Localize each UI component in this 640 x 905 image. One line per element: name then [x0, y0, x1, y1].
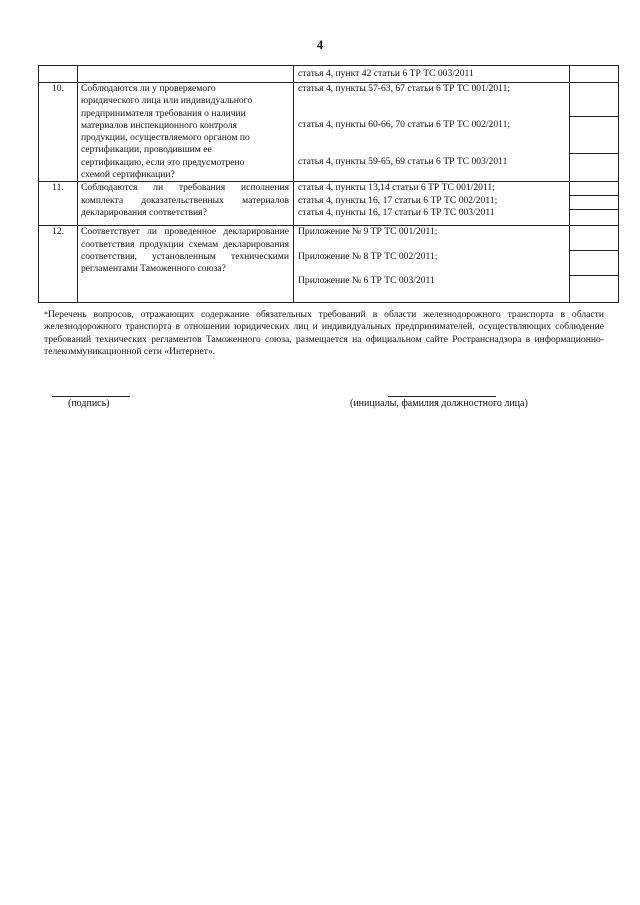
answer-cell[interactable] [570, 182, 618, 196]
answer-column [570, 226, 619, 303]
requirements-table [38, 65, 619, 303]
footnote-marker: * [44, 310, 48, 319]
answer-cell[interactable] [570, 210, 618, 225]
signature-line [52, 396, 130, 397]
row-number: 10. [39, 83, 78, 182]
table-row-10 [39, 83, 619, 182]
row-number: 11. [39, 182, 78, 226]
answer-cell[interactable] [570, 196, 618, 210]
table-row-11 [39, 182, 619, 226]
question-text: Соблюдаются ли у проверяемого юридического лица или индивидуального предпринимателя требования о наличии материалов инспекционного контроля продукции, осуществляемого органом по сертификации, проводившим ее сертификацию, если это предусмотрено схемой сертификации? [78, 83, 294, 182]
footnote [44, 309, 604, 359]
page-number: 4 [316, 37, 324, 52]
table-row-12 [39, 226, 619, 303]
table-row-continuation [39, 66, 619, 83]
name-line [388, 396, 496, 397]
question-text: Соблюдаются ли требования исполнения комплекта доказательственных материалов декларирования соответствия? [78, 182, 294, 226]
reference-cell: Приложение № 9 ТР ТС 001/2011; Приложение № 8 ТР ТС 002/2011; Приложение № 6 ТР ТС 003/2011 [294, 226, 570, 303]
reference-cell: статья 4, пункты 13,14 статьи 6 ТР ТС 001/2011; статья 4, пункты 16, 17 статьи 6 ТР ТС 002/2011; статья 4, пункты 16, 17 статьи 6 ТР ТС 003/2011 [294, 182, 570, 226]
reference-text: статья 4, пункт 42 статьи 6 ТР ТС 003/2011 [298, 68, 474, 79]
name-label: (инициалы, фамилия должностного лица) [350, 398, 528, 409]
reference-cell: статья 4, пункты 57-63, 67 статьи 6 ТР ТС 001/2011; статья 4, пункты 60-66, 70 статьи 6 ТР ТС 002/2011; статья 4, пункты 59-65, 69 статьи 6 ТР ТС 003/2011 [294, 83, 570, 182]
signature-label: (подпись) [68, 398, 110, 409]
footnote-text: Перечень вопросов, отражающих содержание обязательных требований в области железнодорожного транспорта в области железнодорожного транспорта в отношении юридических лиц и индивидуальных предпринимателей, осуществляющих соблюдение требований технических регламентов Таможенного союза, размещается на официальном сайте Ространснадзора в информационно-телекоммуникационной сети «Интернет». [44, 309, 604, 358]
question-text: Соответствует ли проведенное декларирование соответствия продукции схемам декларирования соответствия, установленным техническими регламентами Таможенного союза? [78, 226, 294, 303]
answer-cell[interactable] [570, 83, 618, 117]
answer-cell[interactable] [570, 117, 618, 154]
answer-column [570, 182, 619, 226]
answer-cell[interactable] [570, 226, 618, 251]
answer-cell[interactable] [570, 276, 618, 302]
row-number: 12. [39, 226, 78, 303]
answer-cell[interactable] [570, 251, 618, 276]
answer-cell[interactable] [570, 154, 618, 179]
answer-column [570, 83, 619, 182]
